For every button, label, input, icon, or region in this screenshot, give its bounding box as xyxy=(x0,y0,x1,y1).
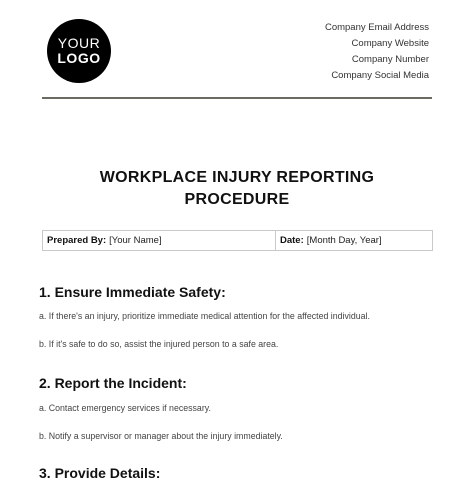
title-line1: WORKPLACE INJURY REPORTING xyxy=(99,169,375,186)
title-line2: PROCEDURE xyxy=(184,191,290,208)
company-website: Company Website xyxy=(351,38,429,49)
logo-text-line2: LOGO xyxy=(57,50,101,66)
section-heading-1: 1. Ensure Immediate Safety: xyxy=(39,284,226,300)
section-heading-2: 2. Report the Incident: xyxy=(39,375,187,391)
section-2-item-a: a. Contact emergency services if necessary. xyxy=(39,403,211,413)
section-heading-3: 3. Provide Details: xyxy=(39,465,161,481)
section-1-item-b: b. If it's safe to do so, assist the injured person to a safe area. xyxy=(39,339,279,349)
prepared-by-table xyxy=(42,230,433,251)
section-1-item-a: a. If there's an injury, prioritize immediate medical attention for the affected individual. xyxy=(39,311,370,321)
prepared-by-cell xyxy=(43,231,276,250)
company-number: Company Number xyxy=(351,54,429,65)
document-title xyxy=(0,167,474,211)
prepared-by-value: [Your Name] xyxy=(109,235,162,246)
date-label: Date: xyxy=(280,235,304,246)
header-divider xyxy=(42,97,432,99)
date-value: [Month Day, Year] xyxy=(306,235,382,246)
company-contact-block xyxy=(325,20,429,84)
company-logo xyxy=(47,19,111,83)
prepared-by-label: Prepared By: xyxy=(47,235,107,246)
company-email: Company Email Address xyxy=(324,22,429,33)
company-social-media: Company Social Media xyxy=(331,70,429,81)
date-cell xyxy=(276,231,382,250)
logo-text-line1: YOUR xyxy=(57,35,101,51)
section-2-item-b: b. Notify a supervisor or manager about the injury immediately. xyxy=(39,431,283,441)
